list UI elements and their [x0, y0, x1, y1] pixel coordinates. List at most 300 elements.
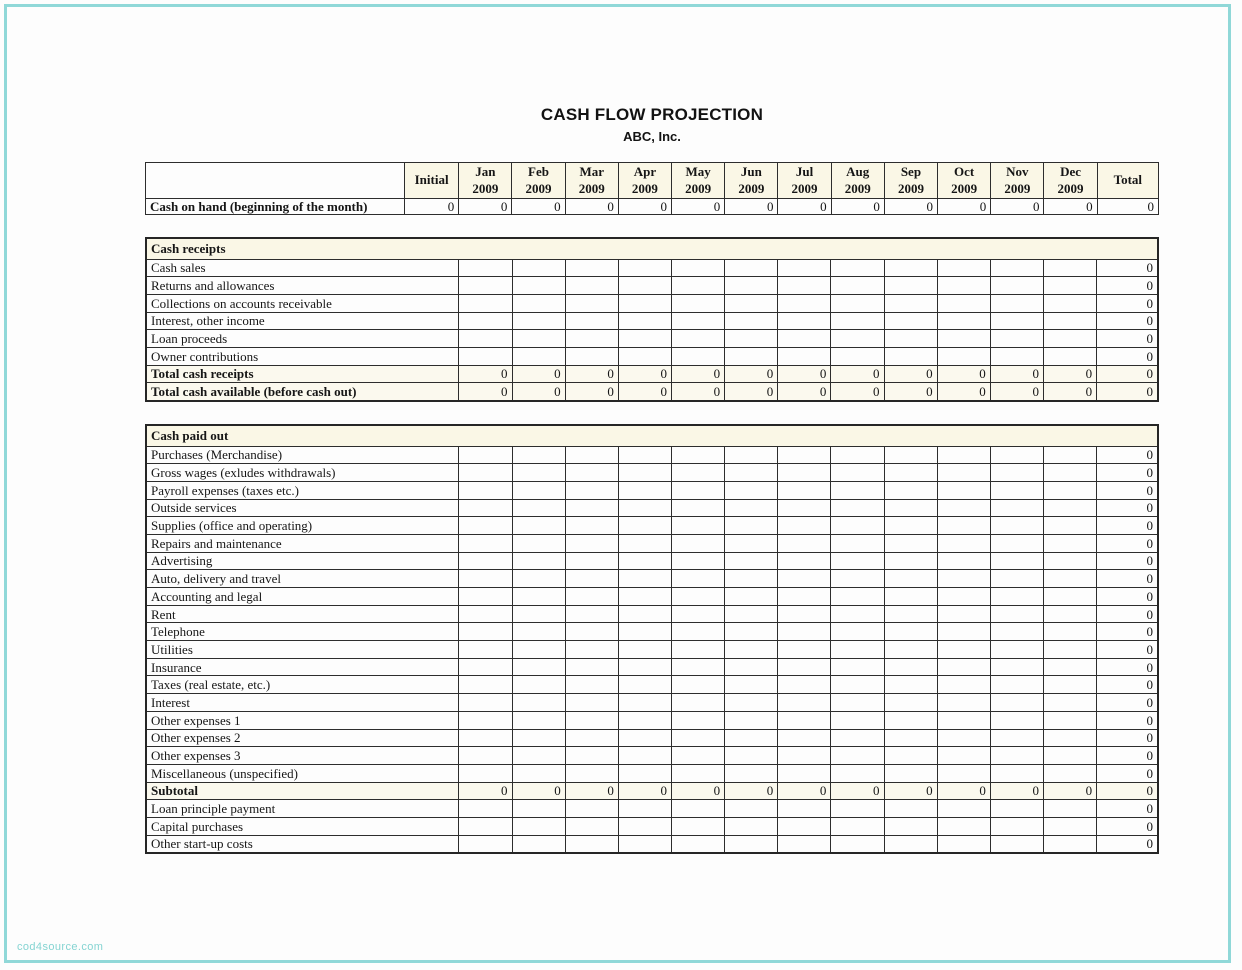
cell-value — [831, 800, 884, 818]
cell-value — [1043, 729, 1096, 747]
cell-value: 0 — [937, 782, 990, 800]
cell-value — [565, 570, 618, 588]
cell-value — [831, 552, 884, 570]
cell-value — [884, 294, 937, 312]
cell-value — [778, 747, 831, 765]
table-row — [146, 499, 1158, 517]
cell-total: 0 — [1097, 347, 1158, 365]
row-label: Returns and allowances — [146, 277, 459, 295]
cell-value: 0 — [1043, 365, 1096, 383]
cell-value — [512, 481, 565, 499]
cell-value — [990, 800, 1043, 818]
row-label: Cash on hand (beginning of the month) — [146, 199, 405, 215]
cell-value — [618, 729, 671, 747]
cell-value: 0 — [459, 365, 512, 383]
cell-value — [565, 294, 618, 312]
cell-value — [831, 499, 884, 517]
cell-value — [937, 481, 990, 499]
cell-value — [565, 552, 618, 570]
cell-value — [725, 641, 778, 659]
table-row — [146, 446, 1158, 464]
cell-total: 0 — [1097, 365, 1158, 383]
cell-total: 0 — [1097, 658, 1158, 676]
cell-value — [831, 747, 884, 765]
cell-value — [778, 658, 831, 676]
cell-value — [725, 552, 778, 570]
row-label: Supplies (office and operating) — [146, 517, 459, 535]
cell-value — [778, 517, 831, 535]
cell-value — [990, 623, 1043, 641]
cell-value: 0 — [990, 383, 1043, 401]
header-table — [145, 162, 1159, 215]
cell-value — [512, 605, 565, 623]
cell-total: 0 — [1097, 605, 1158, 623]
cell-total: 0 — [1097, 711, 1158, 729]
cell-value — [778, 481, 831, 499]
table-row — [146, 259, 1158, 277]
cell-value — [565, 534, 618, 552]
cell-total: 0 — [1097, 729, 1158, 747]
cell-value — [565, 277, 618, 295]
cell-value — [884, 800, 937, 818]
cell-value — [884, 347, 937, 365]
cell-value — [1043, 835, 1096, 853]
cell-value — [778, 330, 831, 348]
cell-value — [778, 764, 831, 782]
cell-value — [884, 446, 937, 464]
cell-value: 0 — [565, 365, 618, 383]
cell-value — [884, 711, 937, 729]
cell-value — [1043, 464, 1096, 482]
cell-value — [459, 552, 512, 570]
cell-value: 0 — [831, 383, 884, 401]
cell-value — [937, 446, 990, 464]
cell-value — [725, 277, 778, 295]
table-row — [146, 676, 1158, 694]
cell-total: 0 — [1097, 552, 1158, 570]
column-header-feb-2009: Feb 2009 — [512, 163, 565, 199]
cell-value — [1043, 605, 1096, 623]
cell-value — [725, 534, 778, 552]
cell-value — [671, 347, 724, 365]
cell-value — [618, 347, 671, 365]
row-label: Other expenses 2 — [146, 729, 459, 747]
cell-value — [831, 605, 884, 623]
cell-value: 0 — [725, 365, 778, 383]
cell-value — [725, 623, 778, 641]
cell-value — [937, 517, 990, 535]
cell-value: 0 — [459, 782, 512, 800]
cell-value — [618, 764, 671, 782]
row-label: Loan principle payment — [146, 800, 459, 818]
cell-value — [459, 764, 512, 782]
cell-value — [671, 481, 724, 499]
cell-value: 0 — [1044, 199, 1097, 215]
cell-value — [565, 446, 618, 464]
cell-value — [565, 605, 618, 623]
cell-value — [884, 605, 937, 623]
cell-value — [671, 446, 724, 464]
cell-value — [1043, 800, 1096, 818]
cell-value — [1043, 330, 1096, 348]
cell-value — [884, 817, 937, 835]
cell-value — [884, 764, 937, 782]
cell-value — [618, 570, 671, 588]
cell-value — [990, 570, 1043, 588]
cell-value — [831, 711, 884, 729]
cell-value: 0 — [831, 782, 884, 800]
cell-value — [884, 729, 937, 747]
cell-value: 0 — [991, 199, 1044, 215]
cell-value — [459, 259, 512, 277]
cell-value: 0 — [831, 365, 884, 383]
table-row — [146, 658, 1158, 676]
cell-value — [725, 800, 778, 818]
cell-total: 0 — [1097, 641, 1158, 659]
cell-value — [671, 835, 724, 853]
table-row — [146, 534, 1158, 552]
cell-value — [618, 517, 671, 535]
cell-value: 0 — [565, 383, 618, 401]
cell-value — [990, 835, 1043, 853]
cell-value — [565, 623, 618, 641]
cell-value — [778, 729, 831, 747]
cell-value — [1043, 570, 1096, 588]
cell-value — [512, 694, 565, 712]
column-header-dec-2009: Dec 2009 — [1044, 163, 1097, 199]
table-row — [146, 835, 1158, 853]
cell-value — [831, 464, 884, 482]
cell-value — [831, 330, 884, 348]
table-row — [146, 464, 1158, 482]
cell-value: 0 — [565, 782, 618, 800]
cell-value — [618, 588, 671, 606]
column-header-mar-2009: Mar 2009 — [565, 163, 618, 199]
cell-value — [778, 499, 831, 517]
cell-value — [937, 499, 990, 517]
table-row — [146, 347, 1158, 365]
cell-value — [831, 694, 884, 712]
cell-value — [671, 676, 724, 694]
cell-value — [937, 277, 990, 295]
cell-value — [937, 729, 990, 747]
table-row — [146, 294, 1158, 312]
row-label: Insurance — [146, 658, 459, 676]
row-label: Gross wages (exludes withdrawals) — [146, 464, 459, 482]
column-header-total: Total — [1097, 163, 1158, 199]
cell-value — [990, 499, 1043, 517]
cell-value — [565, 747, 618, 765]
cell-value — [459, 676, 512, 694]
cell-value — [618, 552, 671, 570]
cell-value — [459, 641, 512, 659]
cell-total: 0 — [1097, 481, 1158, 499]
cell-value — [831, 658, 884, 676]
cell-value — [565, 817, 618, 835]
cell-value — [459, 277, 512, 295]
cell-value: 0 — [884, 199, 937, 215]
cell-value — [725, 694, 778, 712]
cell-value — [990, 277, 1043, 295]
cell-value: 0 — [405, 199, 459, 215]
cell-value — [565, 835, 618, 853]
cell-value — [831, 623, 884, 641]
cell-value — [937, 658, 990, 676]
row-label: Interest — [146, 694, 459, 712]
row-label: Repairs and maintenance — [146, 534, 459, 552]
row-label: Capital purchases — [146, 817, 459, 835]
column-header-may-2009: May 2009 — [672, 163, 725, 199]
cell-value — [884, 570, 937, 588]
cell-value — [512, 835, 565, 853]
table-row — [146, 277, 1158, 295]
cell-value — [459, 312, 512, 330]
cell-value — [618, 605, 671, 623]
cell-value — [990, 747, 1043, 765]
cell-value — [937, 534, 990, 552]
cell-value — [1043, 658, 1096, 676]
cell-value — [618, 747, 671, 765]
cell-value — [618, 676, 671, 694]
cell-total: 0 — [1097, 676, 1158, 694]
cell-value — [618, 817, 671, 835]
cell-value — [778, 259, 831, 277]
row-label: Payroll expenses (taxes etc.) — [146, 481, 459, 499]
column-header-sep-2009: Sep 2009 — [884, 163, 937, 199]
cell-value — [778, 347, 831, 365]
cell-value — [884, 277, 937, 295]
cell-total: 0 — [1097, 446, 1158, 464]
cell-value — [618, 800, 671, 818]
cell-value — [1043, 312, 1096, 330]
cell-value — [459, 835, 512, 853]
cell-value — [618, 623, 671, 641]
row-label: Accounting and legal — [146, 588, 459, 606]
cell-value: 0 — [618, 383, 671, 401]
table-row — [146, 694, 1158, 712]
cell-value — [618, 499, 671, 517]
cell-value — [618, 534, 671, 552]
cell-value — [831, 764, 884, 782]
cell-value — [884, 747, 937, 765]
cell-value — [459, 623, 512, 641]
section-table-cash-paid-out — [145, 424, 1159, 854]
cell-value — [671, 294, 724, 312]
cell-value — [725, 294, 778, 312]
cell-value — [512, 330, 565, 348]
column-header-row — [146, 163, 1159, 199]
cell-value — [831, 534, 884, 552]
row-label: Cash sales — [146, 259, 459, 277]
cell-total: 0 — [1097, 800, 1158, 818]
cell-value — [512, 764, 565, 782]
table-row — [146, 747, 1158, 765]
cell-value — [884, 694, 937, 712]
cell-value — [937, 552, 990, 570]
cell-value — [990, 729, 1043, 747]
cell-value — [725, 676, 778, 694]
cell-value — [831, 312, 884, 330]
section-table-cash-receipts — [145, 237, 1159, 402]
cell-value — [884, 641, 937, 659]
cell-value — [1043, 294, 1096, 312]
cell-value — [884, 835, 937, 853]
cell-value — [512, 446, 565, 464]
cell-value: 0 — [1043, 782, 1096, 800]
cell-value — [1043, 641, 1096, 659]
cell-value — [671, 658, 724, 676]
cell-value — [1043, 817, 1096, 835]
cell-value — [1043, 347, 1096, 365]
cell-value — [831, 259, 884, 277]
row-label: Telephone — [146, 623, 459, 641]
cell-value — [565, 764, 618, 782]
cell-value — [459, 747, 512, 765]
row-label: Owner contributions — [146, 347, 459, 365]
cell-value — [725, 605, 778, 623]
cell-value — [671, 764, 724, 782]
cell-total: 0 — [1097, 623, 1158, 641]
cell-value — [565, 312, 618, 330]
cell-value — [565, 658, 618, 676]
cell-value — [990, 464, 1043, 482]
cell-value — [990, 552, 1043, 570]
cell-value — [565, 588, 618, 606]
cell-value — [512, 552, 565, 570]
watermark: cod4source.com — [17, 941, 104, 953]
cell-value — [618, 641, 671, 659]
cell-value — [1043, 552, 1096, 570]
table-row — [146, 729, 1158, 747]
cell-value — [937, 347, 990, 365]
cell-value — [618, 294, 671, 312]
cell-value — [671, 747, 724, 765]
cell-value — [725, 259, 778, 277]
cell-total: 0 — [1097, 782, 1158, 800]
cell-value — [512, 747, 565, 765]
cell-value — [937, 747, 990, 765]
cell-value: 0 — [778, 383, 831, 401]
cell-value — [1043, 588, 1096, 606]
cell-value: 0 — [725, 199, 778, 215]
cell-value — [671, 277, 724, 295]
cell-value — [937, 588, 990, 606]
cell-value: 0 — [778, 199, 831, 215]
cell-value — [990, 330, 1043, 348]
cell-value — [778, 694, 831, 712]
cell-value — [778, 711, 831, 729]
cell-value — [1043, 277, 1096, 295]
cell-value — [937, 312, 990, 330]
cell-value — [725, 747, 778, 765]
table-row — [146, 365, 1158, 383]
cell-value — [1043, 534, 1096, 552]
row-label: Auto, delivery and travel — [146, 570, 459, 588]
cell-value — [671, 312, 724, 330]
cell-value — [937, 623, 990, 641]
cell-value: 0 — [937, 365, 990, 383]
cell-value — [937, 817, 990, 835]
row-label: Rent — [146, 605, 459, 623]
row-label: Collections on accounts receivable — [146, 294, 459, 312]
cell-value — [831, 294, 884, 312]
cell-total: 0 — [1097, 330, 1158, 348]
table-row — [146, 623, 1158, 641]
cell-value: 0 — [778, 782, 831, 800]
cell-value — [725, 481, 778, 499]
cell-value: 0 — [778, 365, 831, 383]
cell-total: 0 — [1097, 277, 1158, 295]
cell-value — [671, 259, 724, 277]
table-row — [146, 782, 1158, 800]
report-subtitle: ABC, Inc. — [623, 129, 681, 144]
cell-value — [565, 499, 618, 517]
cell-value — [884, 481, 937, 499]
cash-on-hand-row — [146, 199, 1159, 215]
cell-total: 0 — [1097, 694, 1158, 712]
cell-value — [671, 729, 724, 747]
cell-value — [565, 481, 618, 499]
cell-total: 0 — [1097, 764, 1158, 782]
cell-value — [937, 676, 990, 694]
cell-value — [671, 552, 724, 570]
cell-value — [459, 534, 512, 552]
cell-value — [937, 464, 990, 482]
section-title: Cash paid out — [146, 425, 1158, 446]
cell-value — [512, 817, 565, 835]
cell-value — [725, 347, 778, 365]
cell-total: 0 — [1097, 588, 1158, 606]
cell-total: 0 — [1097, 312, 1158, 330]
table-row — [146, 711, 1158, 729]
cell-value — [618, 259, 671, 277]
cell-total: 0 — [1097, 817, 1158, 835]
cell-value — [778, 605, 831, 623]
cell-value — [725, 330, 778, 348]
cell-value — [459, 570, 512, 588]
cell-value — [725, 312, 778, 330]
cell-value — [778, 277, 831, 295]
cell-value — [512, 277, 565, 295]
cell-value — [459, 605, 512, 623]
cell-value — [990, 259, 1043, 277]
cell-value: 0 — [1097, 199, 1158, 215]
cell-value — [459, 517, 512, 535]
table-row — [146, 552, 1158, 570]
cell-value — [884, 623, 937, 641]
cell-value — [1043, 747, 1096, 765]
cell-value — [990, 817, 1043, 835]
cell-value — [884, 552, 937, 570]
cell-value — [884, 588, 937, 606]
cell-value — [512, 499, 565, 517]
cell-value — [778, 641, 831, 659]
cell-value — [565, 517, 618, 535]
cell-value — [725, 658, 778, 676]
cell-value — [671, 588, 724, 606]
row-label: Loan proceeds — [146, 330, 459, 348]
cell-value — [831, 588, 884, 606]
report-title: CASH FLOW PROJECTION — [540, 105, 764, 124]
cell-value — [884, 658, 937, 676]
cell-value — [618, 694, 671, 712]
cell-value — [459, 446, 512, 464]
cell-value — [778, 623, 831, 641]
table-row — [146, 570, 1158, 588]
cell-value: 0 — [884, 383, 937, 401]
table-row — [146, 481, 1158, 499]
cell-value — [618, 277, 671, 295]
